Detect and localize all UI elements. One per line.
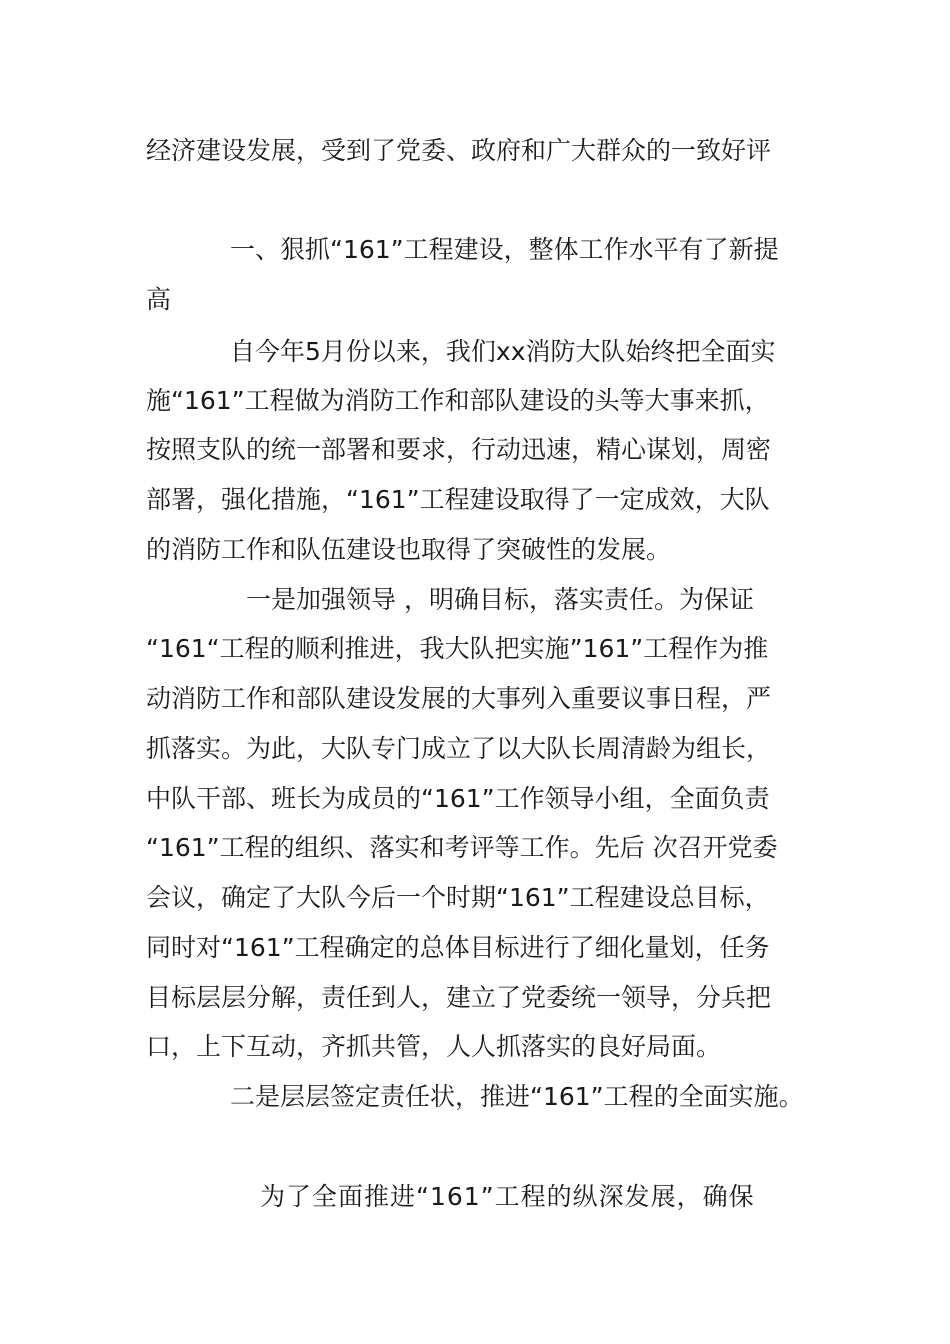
paragraph-line: 目标层层分解，责任到人，建立了党委统一领导，分兵把 <box>146 983 772 1012</box>
paragraph-line: 抓落实。为此，大队专门成立了以大队长周清龄为组长， <box>146 734 772 763</box>
paragraph-line: 同时对“161”工程确定的总体目标进行了细化量划，任务 <box>146 933 770 962</box>
section-heading-line: 一、狠抓“161”工程建设，整体工作水平有了新提 <box>230 235 779 264</box>
paragraph-line: 中队干部、班长为成员的“161”工作领导小组，全面负责 <box>146 784 770 813</box>
paragraph-line: 一是加强领导 ，明确目标，落实责任。为保证 <box>246 585 754 614</box>
paragraph-line: 动消防工作和部队建设发展的大事列入重要议事日程，严 <box>146 684 772 713</box>
paragraph-line: 部署，强化措施，“161”工程建设取得了一定成效，大队 <box>146 485 770 514</box>
paragraph-line: 施“161”工程做为消防工作和部队建设的头等大事来抓， <box>146 386 770 415</box>
paragraph-line: 二是层层签定责任状，推进“161”工程的全面实施。 <box>230 1082 804 1111</box>
paragraph-line: 的消防工作和队伍建设也取得了突破性的发展。 <box>146 535 672 564</box>
paragraph-line: “161“工程的顺利推进，我大队把实施”161”工程作为推 <box>146 634 769 663</box>
section-heading-line: 高 <box>146 285 172 314</box>
paragraph-line: 按照支队的统一部署和要求，行动迅速，精心谋划，周密 <box>146 435 772 464</box>
paragraph-line: 为了全面推进“161”工程的纵深发展，确保 <box>260 1182 755 1211</box>
paragraph-line: 经济建设发展，受到了党委、政府和广大群众的一致好评 <box>146 136 772 165</box>
paragraph-line: 口，上下互动，齐抓共管，人人抓落实的良好局面。 <box>146 1032 722 1061</box>
paragraph-line: “161”工程的组织、落实和考评等工作。先后 次召开党委 <box>146 833 778 862</box>
paragraph-line: 自今年5月份以来，我们xx消防大队始终把全面实 <box>230 337 776 366</box>
paragraph-line: 会议，确定了大队今后一个时期“161”工程建设总目标， <box>146 883 770 912</box>
